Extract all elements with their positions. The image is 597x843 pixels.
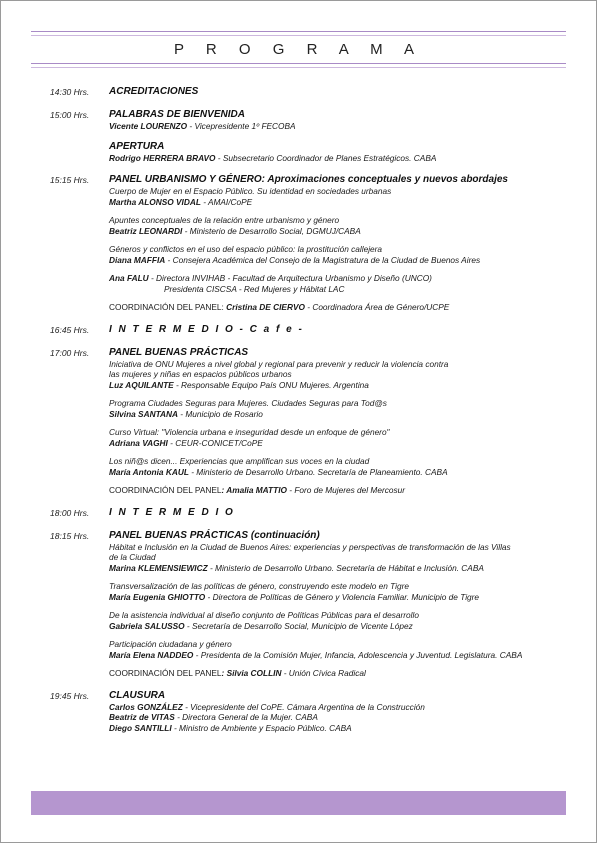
schedule-block — [50, 506, 560, 519]
schedule-block — [50, 689, 560, 734]
speaker: Rodrigo HERRERA BRAVO - Subsecretario Coordinador de Planes Estratégicos. CABA — [109, 152, 437, 163]
speaker: Beatriz de VITAS - Directora General de la Mujer. CABA — [109, 712, 318, 722]
speaker: Martha ALONSO VIDAL - AMAI/CoPE — [109, 196, 253, 207]
talk-topic: Géneros y conflictos en el uso del espacio público: la prostitución callejera — [109, 244, 383, 254]
top-rule-light — [31, 35, 566, 36]
panel-coordination: COORDINACIÓN DEL PANEL: Cristina DE CIERVO - Coordinadora Área de Género/UCPE — [109, 302, 450, 312]
page-title: P R O G R A M A — [174, 41, 423, 58]
speaker: María Elena NADDEO - Presidenta de la Comisión Mujer, Infancia, Adolescencia y Juventud. Legislatura. CABA — [109, 649, 523, 660]
talk-topic: Iniciativa de ONU Mujeres a nivel global y regional para prevenir y reducir la violencia contra — [109, 358, 449, 369]
title-rule — [31, 63, 566, 64]
talk-topic: Cuerpo de Mujer en el Espacio Público. Su identidad en sociedades urbanas — [109, 186, 392, 196]
talk-topic: Programa Ciudades Seguras para Mujeres. Ciudades Seguras para Tod@s — [109, 398, 387, 408]
schedule-block — [50, 346, 560, 496]
talk-topic: De la asistencia individual al diseño conjunto de Políticas Públicas para el desarrollo — [109, 610, 419, 620]
schedule-block — [50, 85, 560, 98]
talk-topic: las mujeres y niñas en espacios públicos urbanos — [109, 369, 292, 379]
talk-topic: Los niñ@s dicen... Experiencias que amplifican sus voces en la ciudad — [109, 456, 370, 466]
block-time: 16:45 Hrs. — [50, 324, 90, 335]
panel-coordination: COORDINACIÓN DEL PANEL: Amalia MATTIO - Foro de Mujeres del Mercosur — [109, 485, 406, 495]
block-heading: APERTURA — [109, 140, 165, 152]
footer-bar — [31, 791, 566, 815]
speaker-role-cont: Presidenta CISCSA - Red Mujeres y Hábitat LAC — [164, 283, 345, 294]
talk-topic: Transversalización de las políticas de género, construyendo este modelo en Tigre — [109, 581, 410, 591]
block-heading: ACREDITACIONES — [109, 86, 199, 97]
block-time: 15:15 Hrs. — [50, 175, 90, 185]
schedule-block — [50, 108, 560, 163]
speaker: Luz AQUILANTE - Responsable Equipo País ONU Mujeres. Argentina — [109, 379, 369, 390]
block-time: 14:30 Hrs. — [50, 87, 90, 97]
speaker: Silvina SANTANA - Municipio de Rosario — [109, 408, 263, 419]
talk-topic: de la Ciudad — [109, 552, 156, 562]
block-heading: CLAUSURA — [109, 689, 166, 701]
panel-coordination: COORDINACIÓN DEL PANEL: Silvia COLLIN - Unión Cívica Radical — [109, 668, 366, 678]
title-rule-light — [31, 67, 566, 68]
schedule-block — [50, 529, 560, 679]
speaker: María Antonia KAUL - Ministerio de Desarrollo Urbano. Secretaría de Planeamiento. CABA — [109, 466, 448, 477]
block-heading: PANEL BUENAS PRÁCTICAS (continuación) — [109, 529, 320, 541]
talk-topic: Participación ciudadana y género — [109, 639, 232, 649]
block-heading: PANEL URBANISMO Y GÉNERO: Aproximaciones conceptuales y nuevos abordajes — [109, 174, 508, 185]
block-heading: I N T E R M E D I O - C a f e - — [109, 323, 304, 335]
speaker: Vicente LOURENZO - Vicepresidente 1º FECOBA — [109, 121, 296, 131]
block-heading: I N T E R M E D I O — [109, 506, 235, 518]
talk-topic: Curso Virtual: "Violencia urbana e inseguridad desde un enfoque de género" — [109, 427, 390, 437]
schedule-block — [50, 173, 560, 313]
speaker: Marina KLEMENSIEWICZ - Ministerio de Desarrollo Urbano. Secretaría de Hábitat e Inclusión. CABA — [109, 562, 484, 573]
speaker: Diego SANTILLI - Ministro de Ambiente y Espacio Público. CABA — [109, 722, 352, 733]
block-heading: PALABRAS DE BIENVENIDA — [109, 109, 245, 120]
talk-topic: Hábitat e Inclusión en la Ciudad de Buenos Aires: experiencias y perspectivas de transformación de las Villas — [109, 541, 511, 552]
speaker: Ana FALU - Directora INVIHAB - Facultad de Arquitectura Urbanismo y Diseño (UNCO) — [109, 273, 432, 283]
block-time: 15:00 Hrs. — [50, 110, 90, 120]
speaker: Diana MAFFIA - Consejera Académica del Consejo de la Magistratura de la Ciudad de Buenos Aires — [109, 254, 481, 265]
schedule-block — [50, 323, 560, 336]
block-time: 19:45 Hrs. — [50, 690, 90, 701]
talk-topic: Apuntes conceptuales de la relación entre urbanismo y género — [109, 215, 340, 225]
block-heading: PANEL BUENAS PRÁCTICAS — [109, 346, 249, 358]
block-time: 18:00 Hrs. — [50, 507, 90, 518]
speaker: Gabriela SALUSSO - Secretaría de Desarrollo Social, Municipio de Vicente López — [109, 620, 413, 631]
speaker: Carlos GONZÁLEZ - Vicepresidente del CoPE. Cámara Argentina de la Construcción — [109, 701, 425, 712]
speaker: María Eugenia GHIOTTO - Directora de Políticas de Género y Violencia Familiar. Municipio de Tigre — [109, 591, 480, 602]
top-rule — [31, 31, 566, 32]
program-schedule — [50, 85, 560, 737]
block-time: 18:15 Hrs. — [50, 530, 90, 541]
speaker: Beatriz LEONARDI - Ministerio de Desarrollo Social, DGMUJ/CABA — [109, 225, 361, 236]
block-time: 17:00 Hrs. — [50, 347, 90, 358]
speaker: Adriana VAGHI - CEUR-CONICET/CoPE — [109, 437, 263, 448]
